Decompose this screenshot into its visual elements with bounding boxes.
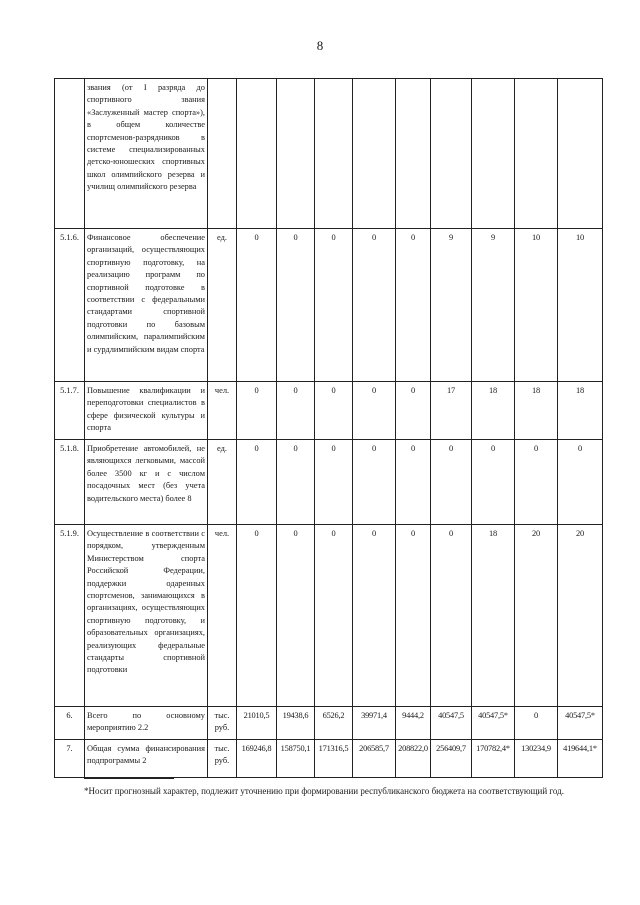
row-unit: чел. xyxy=(208,525,237,707)
row-unit: тыс. руб. xyxy=(208,707,237,740)
row-value: 0 xyxy=(237,229,277,382)
row-value xyxy=(315,79,353,229)
row-number: 5.1.9. xyxy=(55,525,85,707)
row-value: 10 xyxy=(558,229,603,382)
row-number: 6. xyxy=(55,707,85,740)
row-value: 0 xyxy=(237,525,277,707)
row-value: 40547,5 xyxy=(431,707,472,740)
row-value: 18 xyxy=(515,382,558,440)
row-value: 17 xyxy=(431,382,472,440)
row-value: 0 xyxy=(431,525,472,707)
table-row xyxy=(55,382,603,440)
row-value: 18 xyxy=(472,525,515,707)
row-description: Повышение квалификации и переподготовки специалистов в сфере физической культуры и спорта xyxy=(85,382,208,440)
row-value: 10 xyxy=(515,229,558,382)
row-unit: чел. xyxy=(208,382,237,440)
row-value: 19438,6 xyxy=(277,707,315,740)
row-value: 0 xyxy=(277,440,315,525)
table-row xyxy=(55,707,603,740)
footnote: *Носит прогнозный характер, подлежит уточнению при формировании республиканского бюджета на соответствующий год. xyxy=(84,786,564,796)
row-value: 9444,2 xyxy=(396,707,431,740)
row-value: 0 xyxy=(237,440,277,525)
row-value: 0 xyxy=(558,440,603,525)
row-value: 6526,2 xyxy=(315,707,353,740)
row-value: 0 xyxy=(277,229,315,382)
row-value: 40547,5* xyxy=(558,707,603,740)
row-value: 206585,7 xyxy=(353,740,396,778)
row-value xyxy=(515,79,558,229)
row-value xyxy=(472,79,515,229)
row-value: 0 xyxy=(277,525,315,707)
row-value: 0 xyxy=(472,440,515,525)
row-value: 0 xyxy=(277,382,315,440)
row-value: 130234,9 xyxy=(515,740,558,778)
row-unit: ед. xyxy=(208,229,237,382)
row-value: 40547,5* xyxy=(472,707,515,740)
footnote-divider xyxy=(84,778,174,779)
row-value: 171316,5 xyxy=(315,740,353,778)
row-number: 5.1.6. xyxy=(55,229,85,382)
row-value xyxy=(558,79,603,229)
row-value: 0 xyxy=(315,229,353,382)
row-value: 18 xyxy=(558,382,603,440)
row-description: Общая сумма финансирования подпрограммы 2 xyxy=(85,740,208,778)
row-value: 39971,4 xyxy=(353,707,396,740)
data-table xyxy=(54,78,603,778)
row-value: 0 xyxy=(353,440,396,525)
row-value: 9 xyxy=(431,229,472,382)
row-value: 21010,5 xyxy=(237,707,277,740)
table-body xyxy=(55,79,603,778)
row-value: 419644,1* xyxy=(558,740,603,778)
table-row xyxy=(55,440,603,525)
row-value: 0 xyxy=(315,382,353,440)
row-value: 0 xyxy=(515,707,558,740)
row-value: 0 xyxy=(396,382,431,440)
row-unit: тыс. руб. xyxy=(208,740,237,778)
row-value: 0 xyxy=(431,440,472,525)
row-value: 0 xyxy=(353,525,396,707)
row-value: 158750,1 xyxy=(277,740,315,778)
row-value: 9 xyxy=(472,229,515,382)
row-value: 0 xyxy=(353,229,396,382)
row-value: 0 xyxy=(396,440,431,525)
table-row xyxy=(55,525,603,707)
row-value: 20 xyxy=(515,525,558,707)
row-value: 0 xyxy=(515,440,558,525)
row-value: 20 xyxy=(558,525,603,707)
row-number xyxy=(55,79,85,229)
row-value xyxy=(396,79,431,229)
row-value: 208822,0 xyxy=(396,740,431,778)
row-number: 5.1.7. xyxy=(55,382,85,440)
row-number: 5.1.8. xyxy=(55,440,85,525)
row-value xyxy=(277,79,315,229)
table-row xyxy=(55,229,603,382)
row-description: Финансовое обеспечение организаций, осуществляющих спортивную подготовку, на реализацию программ по спортивной подготовке в соответствии с федеральными стандартами спортивной подготовки по базовым олимпийским, паралимпийским и сурдлимпийским видам спорта xyxy=(85,229,208,382)
row-value: 18 xyxy=(472,382,515,440)
row-value: 0 xyxy=(396,229,431,382)
row-value: 0 xyxy=(396,525,431,707)
row-number: 7. xyxy=(55,740,85,778)
row-unit: ед. xyxy=(208,440,237,525)
row-value: 170782,4* xyxy=(472,740,515,778)
row-description: Всего по основному мероприятию 2.2 xyxy=(85,707,208,740)
table-row xyxy=(55,740,603,778)
table-row xyxy=(55,79,603,229)
row-description: Осуществление в соответствии с порядком, утвержденным Министерством спорта Российской Федерации, поддержки одаренных спортсменов, занимающихся в организациях, осуществляющих спортивную подготовку, и образовательных организациях, реализующих федеральные стандарты спортивной подготовки xyxy=(85,525,208,707)
row-description: Приобретение автомобилей, не являющихся легковыми, массой более 3500 кг и с числом посадочных мест (без учета водительского места) более 8 xyxy=(85,440,208,525)
row-value: 0 xyxy=(237,382,277,440)
row-value xyxy=(353,79,396,229)
row-unit xyxy=(208,79,237,229)
row-value: 256409,7 xyxy=(431,740,472,778)
page-number: 8 xyxy=(316,38,324,53)
row-description: звания (от I разряда до спортивного звания «Заслуженный мастер спорта»), в общем количестве спортсменов-разрядников в системе специализированных детско-юношеских спортивных школ олимпийского резерва и училищ олимпийского резерва xyxy=(85,79,208,229)
row-value: 0 xyxy=(315,440,353,525)
row-value xyxy=(431,79,472,229)
row-value: 0 xyxy=(353,382,396,440)
row-value xyxy=(237,79,277,229)
row-value: 0 xyxy=(315,525,353,707)
row-value: 169246,8 xyxy=(237,740,277,778)
